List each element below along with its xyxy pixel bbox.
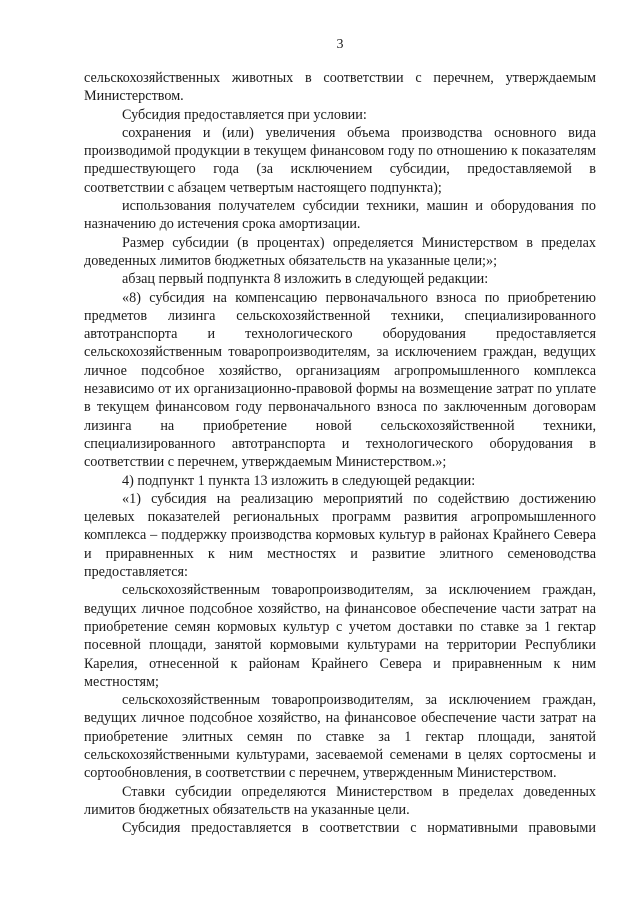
paragraph: использования получателем субсидии техники, машин и оборудования по назначению до истечения срока амортизации. bbox=[84, 198, 596, 233]
paragraph: «1) субсидия на реализацию мероприятий по содействию достижению целевых показателей региональных программ развития агропромышленного комплекса – поддержку производства кормовых культур в районах Крайнего Севера и приравненных к ним местностях и развитие элитного семеноводства предоставляется: bbox=[84, 490, 596, 581]
document-page bbox=[84, 36, 596, 837]
paragraph: сельскохозяйственных животных в соответствии с перечнем, утверждаемым Министерством. bbox=[84, 70, 596, 105]
paragraph: сельскохозяйственным товаропроизводителям, за исключением граждан, ведущих личное подсобное хозяйство, на финансовое обеспечение части затрат на приобретение семян кормовых культур с учетом доставки по ставке за 1 гектар посевной площади, занятой кормовыми культурами на территории Республики Карелия, отнесенной к районам Крайнего Севера и приравненным к ним местностям; bbox=[84, 582, 596, 690]
paragraph: сохранения и (или) увеличения объема производства основного вида производимой продукции в текущем финансовом году по отношению к показателям предшествующего года (за исключением субсидии, предоставляемой в соответствии с абзацем четвертым настоящего подпункта); bbox=[84, 124, 596, 196]
paragraph: Размер субсидии (в процентах) определяется Министерством в пределах доведенных лимитов бюджетных обязательств на указанные цели;»; bbox=[84, 234, 596, 269]
paragraph: сельскохозяйственным товаропроизводителям, за исключением граждан, ведущих личное подсобное хозяйство, на финансовое обеспечение части затрат на приобретение элитных семян по ставке за 1 гектар площади, занятой сельскохозяйственными культурами, засеваемой семенами в целях сортосмены и сортообновления, в соответствии с перечнем, утвержденным Министерством. bbox=[84, 692, 596, 782]
paragraph: «8) субсидия на компенсацию первоначального взноса по приобретению предметов лизинга сельскохозяйственной техники, специализированного автотранспорта и технологического оборудования предоставляется сельскохозяйственным товаропроизводителям, за исключением граждан, ведущих личное подсобное хозяйство, организациям агропромышленного комплекса независимо от их организационно-правовой формы на возмещение затрат по уплате в текущем финансовом году первоначального взноса по заключенным договорам лизинга на приобретение новой сельскохозяйственной техники, специализированного автотранспорта и технологического оборудования в соответствии с перечнем, утверждаемым Министерством.»; bbox=[84, 289, 596, 471]
paragraph: Ставки субсидии определяются Министерством в пределах доведенных лимитов бюджетных обязательств на указанные цели. bbox=[84, 783, 596, 818]
page-number: 3 bbox=[336, 37, 344, 52]
paragraph: Субсидия предоставляется при условии: bbox=[122, 106, 367, 123]
paragraph: 4) подпункт 1 пункта 13 изложить в следующей редакции: bbox=[122, 472, 476, 489]
document-body bbox=[84, 69, 596, 837]
paragraph: абзац первый подпункта 8 изложить в следующей редакции: bbox=[122, 271, 489, 288]
paragraph: Субсидия предоставляется в соответствии с нормативными правовыми bbox=[122, 820, 596, 837]
